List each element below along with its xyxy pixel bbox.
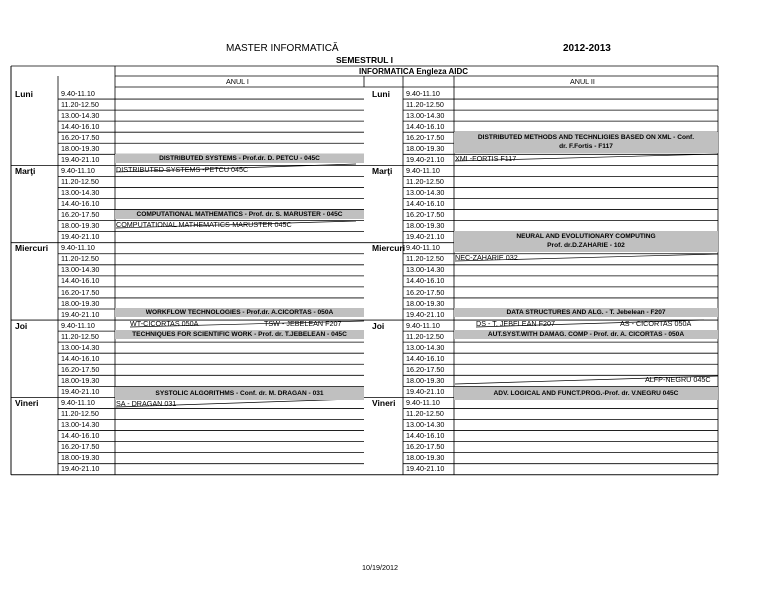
- time-slot-right: 13.00-14.30: [406, 420, 445, 430]
- time-slot-right: 13.00-14.30: [406, 265, 445, 275]
- lab-workflow-technologies: WT-CICORTAS 050A: [130, 319, 199, 328]
- day-label-right: Marţi: [372, 165, 393, 176]
- time-slot-left: 16.20-17.50: [61, 132, 100, 142]
- course-neural-evolutionary-computing: [454, 231, 718, 252]
- time-slot-left: 14.40-16.10: [61, 199, 100, 209]
- time-slot-left: 9.40-11.10: [61, 243, 95, 253]
- course-xml-technologies-line2: dr. F.Fortis - F117: [559, 143, 613, 150]
- time-slot-right: 13.00-14.30: [406, 110, 445, 120]
- time-slot-right: 11.20-12.50: [406, 254, 444, 264]
- time-slot-left: 9.40-11.10: [61, 320, 95, 330]
- time-slot-left: 19.40-21.10: [61, 154, 100, 164]
- lab-techniques-scientific-work: TSW - JEBELEAN F207: [264, 319, 342, 328]
- footer-date: 10/19/2012: [362, 563, 398, 572]
- day-label-left: Vineri: [15, 397, 39, 408]
- time-slot-left: 9.40-11.10: [61, 165, 95, 175]
- time-slot-left: 11.20-12.50: [61, 254, 99, 264]
- lab-computational-mathematics: COMPUTATIONAL MATHEMATICS-MARUSTER 045C: [116, 220, 292, 229]
- time-slot-left: 19.40-21.10: [61, 386, 100, 396]
- lab-advanced-logical-programming: ALFP-NEGRU 045C: [645, 375, 711, 384]
- course-data-structures: DATA STRUCTURES AND ALG. - T. Jebelean - F207: [454, 308, 718, 317]
- time-slot-right: 14.40-16.10: [406, 431, 445, 441]
- time-slot-right: 9.40-11.10: [406, 320, 440, 330]
- time-slot-left: 19.40-21.10: [61, 232, 100, 242]
- time-slot-left: 9.40-11.10: [61, 398, 95, 407]
- academic-year: 2012-2013: [563, 43, 611, 54]
- time-slot-left: 11.20-12.50: [61, 409, 99, 419]
- time-slot-right: 13.00-14.30: [406, 188, 445, 198]
- day-label-right: Vineri: [372, 397, 396, 408]
- time-slot-left: 19.40-21.10: [61, 464, 100, 474]
- time-slot-right: 16.20-17.50: [406, 210, 445, 220]
- time-slot-right: 11.20-12.50: [406, 331, 444, 341]
- time-slot-left: 9.40-11.10: [61, 88, 95, 98]
- time-slot-right: 16.20-17.50: [406, 132, 445, 142]
- day-label-left: Luni: [15, 88, 33, 99]
- time-slot-right: 9.40-11.10: [406, 165, 440, 175]
- time-slot-left: 14.40-16.10: [61, 353, 100, 363]
- time-slot-left: 18.00-19.30: [61, 298, 100, 308]
- year2-header: ANUL II: [570, 77, 595, 86]
- time-slot-right: 18.00-19.30: [406, 375, 445, 385]
- course-nec-line2: Prof. dr.D.ZAHARIE - 102: [547, 242, 625, 249]
- time-slot-left: 13.00-14.30: [61, 188, 100, 198]
- time-slot-left: 14.40-16.10: [61, 121, 100, 131]
- time-slot-right: 16.20-17.50: [406, 287, 445, 297]
- time-slot-left: 11.20-12.50: [61, 331, 99, 341]
- time-slot-right: 9.40-11.10: [406, 398, 440, 407]
- time-slot-left: 16.20-17.50: [61, 287, 100, 297]
- document-title: MASTER INFORMATICĂ: [226, 43, 339, 54]
- day-label-right: Luni: [372, 88, 390, 99]
- time-slot-right: 16.20-17.50: [406, 364, 445, 374]
- time-slot-right: 18.00-19.30: [406, 453, 445, 463]
- course-computational-mathematics: COMPUTATIONAL MATHEMATICS - Prof. dr. S. MARUSTER - 045C: [115, 210, 364, 219]
- time-slot-left: 14.40-16.10: [61, 276, 100, 286]
- time-slot-left: 13.00-14.30: [61, 110, 100, 120]
- time-slot-right: 11.20-12.50: [406, 177, 444, 186]
- course-systolic-algorithms: SYSTOLIC ALGORITHMS - Conf. dr. M. DRAGAN - 031: [115, 387, 364, 400]
- day-label-left: Joi: [15, 320, 28, 331]
- time-slot-right: 11.20-12.50: [406, 409, 444, 419]
- time-slot-left: 16.20-17.50: [61, 210, 100, 220]
- lab-xml-technologies: XML-FORTIS F117: [455, 154, 517, 163]
- time-slot-left: 11.20-12.50: [61, 99, 99, 109]
- time-slot-right: 19.40-21.10: [406, 154, 445, 164]
- time-slot-right: 18.00-19.30: [406, 221, 445, 231]
- time-slot-right: 18.00-19.30: [406, 143, 445, 153]
- time-slot-right: 11.20-12.50: [406, 99, 444, 109]
- time-slot-left: 19.40-21.10: [61, 309, 100, 319]
- time-slot-right: 19.40-21.10: [406, 464, 445, 474]
- course-nec-line1: NEURAL AND EVOLUTIONARY COMPUTING: [516, 233, 656, 240]
- time-slot-left: 18.00-19.30: [61, 453, 100, 463]
- course-distributed-systems: DISTRIBUTED SYSTEMS - Prof.dr. D. PETCU - 045C: [115, 154, 364, 163]
- time-slot-right: 18.00-19.30: [406, 298, 445, 308]
- day-label-right: Joi: [372, 320, 385, 331]
- course-xml-technologies: [454, 132, 718, 153]
- time-slot-left: 18.00-19.30: [61, 375, 100, 385]
- time-slot-right: 14.40-16.10: [406, 121, 445, 131]
- time-slot-left: 14.40-16.10: [61, 431, 100, 441]
- lab-data-structures: DS - T. JEBELEAN F207: [476, 319, 555, 328]
- time-slot-left: 11.20-12.50: [61, 177, 99, 186]
- time-slot-right: 19.40-21.10: [406, 386, 445, 396]
- time-slot-right: 16.20-17.50: [406, 442, 445, 452]
- day-label-left: Marţi: [15, 165, 36, 176]
- lab-algorithms: AS - CICORTAS 050A: [620, 319, 692, 328]
- time-slot-left: 18.00-19.30: [61, 143, 100, 153]
- time-slot-right: 14.40-16.10: [406, 199, 445, 209]
- time-slot-right: 14.40-16.10: [406, 276, 445, 286]
- course-workflow-technologies: WORKFLOW TECHNOLOGIES - Prof.dr. A.CICORTAS - 050A: [115, 308, 364, 317]
- time-slot-left: 16.20-17.50: [61, 364, 100, 374]
- time-slot-left: 13.00-14.30: [61, 265, 100, 275]
- time-slot-right: 13.00-14.30: [406, 342, 445, 352]
- year1-header: ANUL I: [226, 77, 249, 86]
- time-slot-right: 14.40-16.10: [406, 353, 445, 363]
- time-slot-left: 13.00-14.30: [61, 420, 100, 430]
- semester-title: SEMESTRUL I: [336, 55, 393, 65]
- lab-neural-evolutionary-computing: NEC-ZAHARIE 032: [455, 253, 518, 262]
- day-label-left: Miercuri: [15, 243, 49, 254]
- time-slot-left: 18.00-19.30: [61, 221, 100, 231]
- course-autonomous-systems: AUT.SYST.WITH DAMAG. COMP - Prof. dr. A. CICORTAS - 050A: [454, 330, 718, 339]
- time-slot-right: 9.40-11.10: [406, 243, 440, 253]
- time-slot-left: 16.20-17.50: [61, 442, 100, 452]
- time-slot-right: 19.40-21.10: [406, 232, 445, 242]
- time-slot-right: 19.40-21.10: [406, 309, 445, 319]
- course-techniques-scientific-work: TECHNIQUES FOR SCIENTIFIC WORK - Prof. dr. T.JEBELEAN - 045C: [115, 330, 364, 339]
- time-slot-left: 13.00-14.30: [61, 342, 100, 352]
- lab-systolic-algorithms: SA - DRAGAN 031: [116, 399, 177, 408]
- program-name: INFORMATICA Engleza AIDC: [359, 67, 469, 76]
- day-label-right: Miercuri: [372, 243, 406, 254]
- lab-distributed-systems: DISTRIBUTED SYSTEMS -PETCU 045C: [116, 165, 249, 174]
- course-xml-technologies-line1: DISTRIBUTED METHODS AND TECHNLIGIES BASED ON XML - Conf.: [477, 134, 695, 141]
- time-slot-right: 9.40-11.10: [406, 88, 440, 98]
- course-advanced-logical-programming: ADV. LOGICAL AND FUNCT.PROG.-Prof. dr. V.NEGRU 045C: [454, 387, 718, 400]
